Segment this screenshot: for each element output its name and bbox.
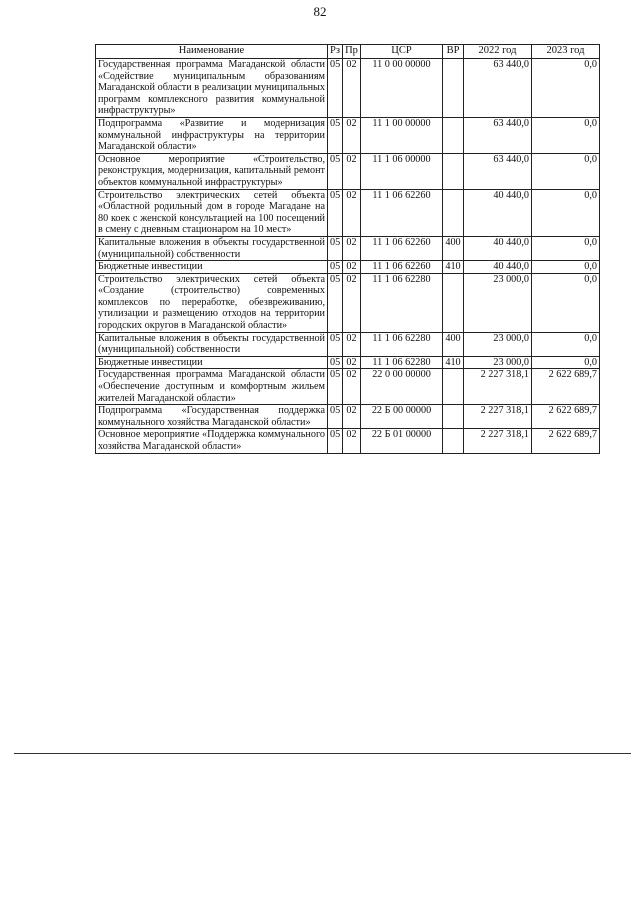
cell-2023: 0,0 [532, 332, 600, 356]
cell-2023: 0,0 [532, 117, 600, 153]
cell-rz: 05 [328, 356, 343, 369]
cell-rz: 05 [328, 59, 343, 118]
cell-2022: 40 440,0 [464, 189, 532, 236]
table-row [96, 117, 600, 153]
cell-rz: 05 [328, 261, 343, 274]
cell-vr [443, 405, 464, 429]
cell-pr: 02 [343, 117, 361, 153]
cell-csr: 11 1 06 62260 [361, 261, 443, 274]
header-pr: Пр [343, 45, 361, 59]
cell-2023: 0,0 [532, 273, 600, 332]
cell-2022: 2 227 318,1 [464, 369, 532, 405]
cell-2022: 40 440,0 [464, 236, 532, 260]
table-row [96, 261, 600, 274]
cell-2022: 63 440,0 [464, 117, 532, 153]
cell-name: Подпрограмма «Развитие и модернизация коммунальной инфраструктуры на территории Магаданской области» [96, 117, 328, 153]
cell-2023: 2 622 689,7 [532, 405, 600, 429]
cell-name: Капитальные вложения в объекты государственной (муниципальной) собственности [96, 332, 328, 356]
cell-csr: 11 1 00 00000 [361, 117, 443, 153]
cell-pr: 02 [343, 59, 361, 118]
cell-csr: 11 1 06 62260 [361, 236, 443, 260]
cell-2022: 23 000,0 [464, 273, 532, 332]
cell-2022: 2 227 318,1 [464, 429, 532, 453]
cell-2023: 2 622 689,7 [532, 429, 600, 453]
cell-pr: 02 [343, 236, 361, 260]
cell-pr: 02 [343, 356, 361, 369]
cell-pr: 02 [343, 189, 361, 236]
cell-csr: 11 1 06 62280 [361, 356, 443, 369]
cell-name: Бюджетные инвестиции [96, 356, 328, 369]
cell-name: Подпрограмма «Государственная поддержка коммунального хозяйства Магаданской области» [96, 405, 328, 429]
cell-name: Основное мероприятие «Поддержка коммунального хозяйства Магаданской области» [96, 429, 328, 453]
header-vr: ВР [443, 45, 464, 59]
table-row [96, 59, 600, 118]
cell-csr: 11 1 06 62280 [361, 273, 443, 332]
cell-2022: 2 227 318,1 [464, 405, 532, 429]
cell-vr: 410 [443, 356, 464, 369]
table-row [96, 153, 600, 189]
cell-2023: 0,0 [532, 189, 600, 236]
cell-rz: 05 [328, 429, 343, 453]
header-2022: 2022 год [464, 45, 532, 59]
cell-name: Строительство электрических сетей объекта «Создание (строительство) современных комплексов по переработке, обезвреживанию, утилизации и размещению отходов на территории городских округов в Магаданской области» [96, 273, 328, 332]
cell-csr: 22 Б 00 00000 [361, 405, 443, 429]
cell-vr: 410 [443, 261, 464, 274]
header-name: Наименование [96, 45, 328, 59]
cell-vr [443, 59, 464, 118]
cell-rz: 05 [328, 153, 343, 189]
cell-vr [443, 429, 464, 453]
cell-vr: 400 [443, 332, 464, 356]
cell-2023: 0,0 [532, 153, 600, 189]
cell-name: Бюджетные инвестиции [96, 261, 328, 274]
budget-table [95, 44, 600, 454]
cell-2022: 63 440,0 [464, 153, 532, 189]
cell-vr [443, 153, 464, 189]
cell-2022: 23 000,0 [464, 332, 532, 356]
cell-vr [443, 369, 464, 405]
cell-2023: 0,0 [532, 236, 600, 260]
cell-csr: 22 Б 01 00000 [361, 429, 443, 453]
cell-pr: 02 [343, 332, 361, 356]
cell-csr: 11 1 06 62280 [361, 332, 443, 356]
table-row [96, 369, 600, 405]
cell-csr: 22 0 00 00000 [361, 369, 443, 405]
cell-name: Капитальные вложения в объекты государственной (муниципальной) собственности [96, 236, 328, 260]
cell-vr [443, 273, 464, 332]
cell-rz: 05 [328, 405, 343, 429]
cell-2022: 23 000,0 [464, 356, 532, 369]
cell-csr: 11 1 06 00000 [361, 153, 443, 189]
cell-pr: 02 [343, 153, 361, 189]
page-number: 82 [313, 4, 327, 19]
cell-pr: 02 [343, 261, 361, 274]
cell-rz: 05 [328, 117, 343, 153]
table-row [96, 189, 600, 236]
table-row [96, 236, 600, 260]
cell-2023: 0,0 [532, 261, 600, 274]
table-row [96, 356, 600, 369]
cell-2023: 0,0 [532, 356, 600, 369]
cell-rz: 05 [328, 236, 343, 260]
cell-2022: 40 440,0 [464, 261, 532, 274]
cell-rz: 05 [328, 273, 343, 332]
cell-2023: 0,0 [532, 59, 600, 118]
cell-pr: 02 [343, 273, 361, 332]
cell-name: Строительство электрических сетей объекта «Областной родильный дом в городе Магадане на 80 коек с женской консультацией на 100 посещений в смену с дневным стационаром на 10 мест» [96, 189, 328, 236]
cell-vr [443, 117, 464, 153]
cell-pr: 02 [343, 369, 361, 405]
table-body [96, 59, 600, 454]
table-row [96, 405, 600, 429]
cell-csr: 11 1 06 62260 [361, 189, 443, 236]
cell-2022: 63 440,0 [464, 59, 532, 118]
table-row [96, 332, 600, 356]
cell-rz: 05 [328, 369, 343, 405]
cell-name: Государственная программа Магаданской области «Обеспечение доступным и комфортным жильем жителей Магаданской области» [96, 369, 328, 405]
cell-rz: 05 [328, 189, 343, 236]
cell-vr [443, 189, 464, 236]
table-row [96, 429, 600, 453]
cell-csr: 11 0 00 00000 [361, 59, 443, 118]
cell-pr: 02 [343, 429, 361, 453]
cell-rz: 05 [328, 332, 343, 356]
footer-divider [14, 753, 631, 754]
cell-vr: 400 [443, 236, 464, 260]
header-rz: Рз [328, 45, 343, 59]
header-2023: 2023 год [532, 45, 600, 59]
cell-name: Основное мероприятие «Строительство, реконструкция, модернизация, капитальный ремонт объектов коммунальной инфраструктуры» [96, 153, 328, 189]
table-row [96, 273, 600, 332]
header-row [96, 45, 600, 59]
cell-name: Государственная программа Магаданской области «Содействие муниципальным образованиям Магаданской области в реализации муниципальных программ комплексного развития коммунальной инфраструктуры» [96, 59, 328, 118]
cell-2023: 2 622 689,7 [532, 369, 600, 405]
table-header [96, 45, 600, 59]
header-csr: ЦСР [361, 45, 443, 59]
cell-pr: 02 [343, 405, 361, 429]
